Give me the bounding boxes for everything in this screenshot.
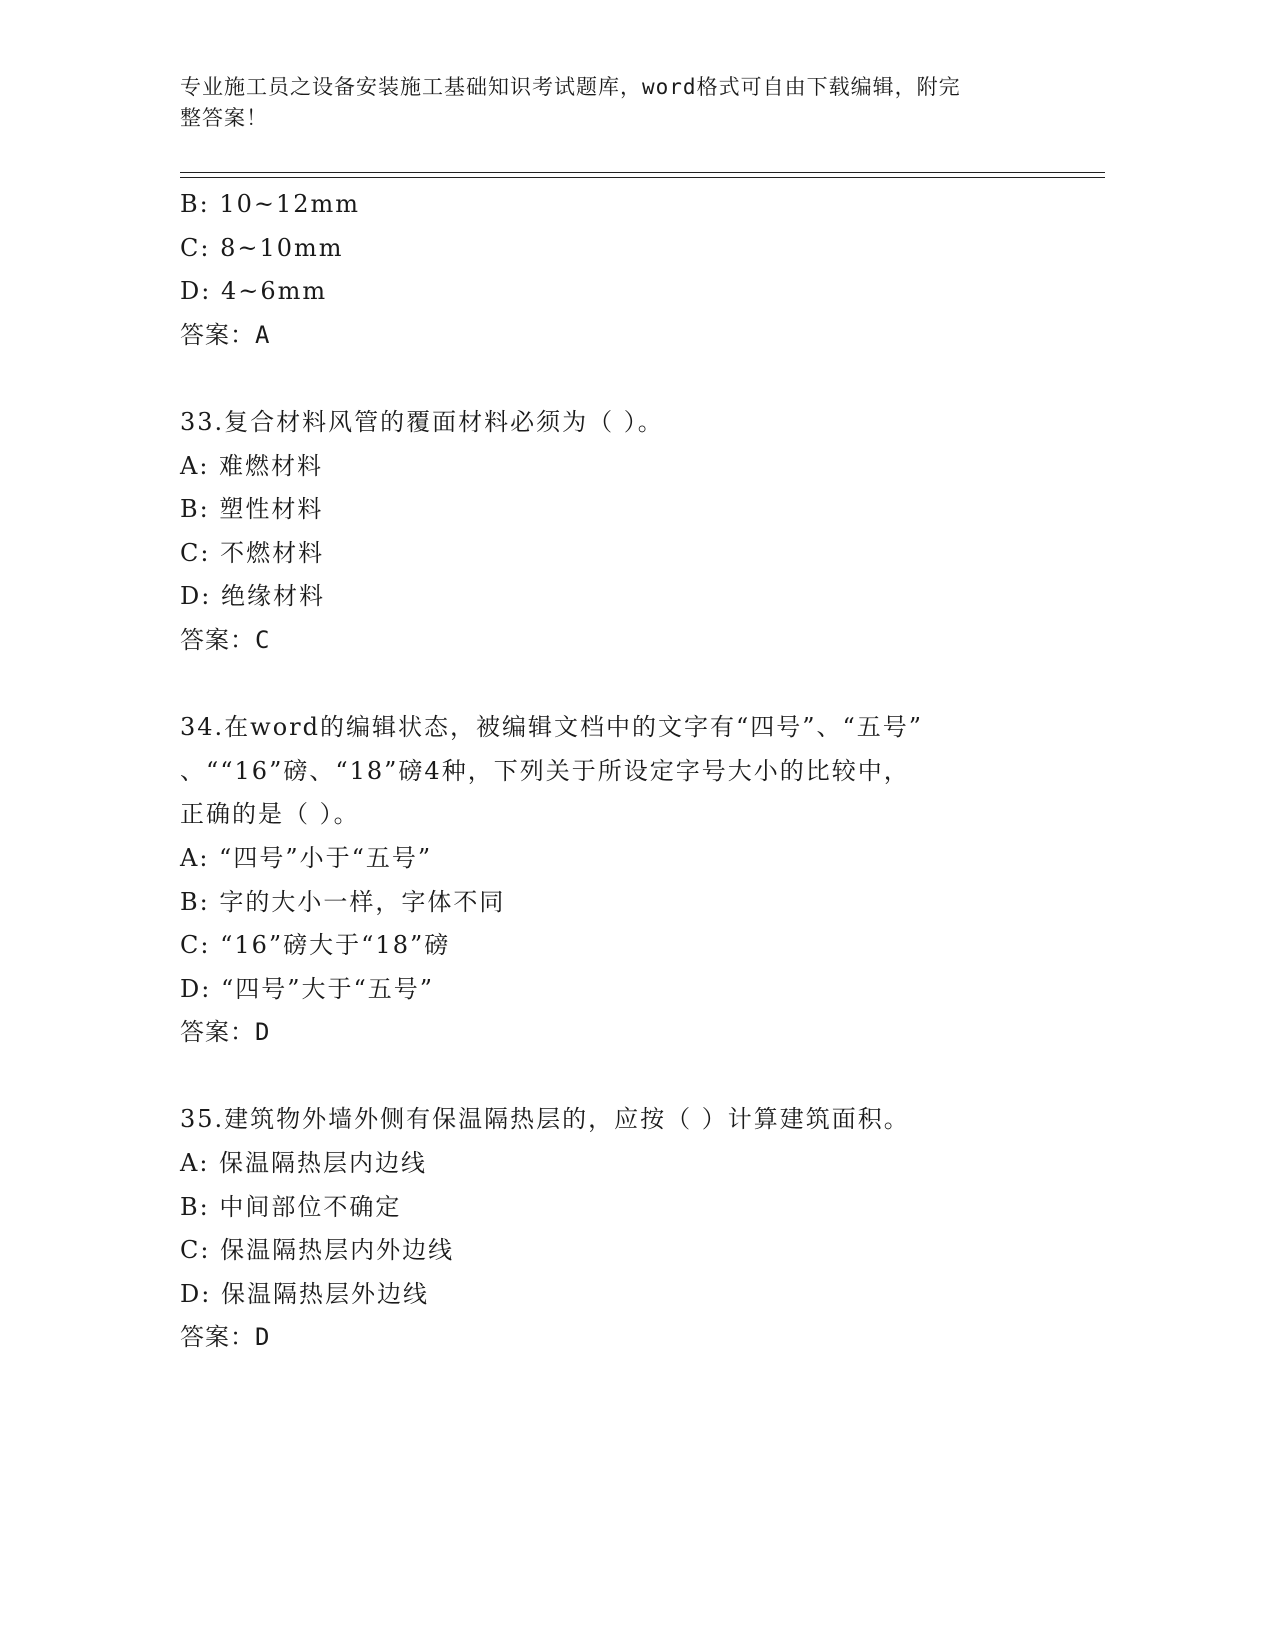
- question-stem: 35.建筑物外墙外侧有保温隔热层的，应按（ ）计算建筑面积。: [180, 1105, 910, 1134]
- option-c: C: 不燃材料: [180, 538, 325, 567]
- answer: 答案：C: [180, 625, 271, 654]
- header-divider-top: [180, 172, 1105, 173]
- option-a: A: “四号”小于“五号”: [180, 843, 433, 872]
- option-d: D: 绝缘材料: [180, 582, 325, 611]
- question-stem-line-2: 、““16”磅、“18”磅4种，下列关于所设定字号大小的比较中，: [180, 756, 910, 785]
- answer: 答案：D: [180, 1323, 271, 1352]
- question-stem-line-3: 正确的是（ ）。: [180, 800, 360, 829]
- option-c: C: “16”磅大于“18”磅: [180, 931, 451, 960]
- option-b: B: 中间部位不确定: [180, 1192, 402, 1221]
- option-d: D: 保温隔热层外边线: [180, 1279, 429, 1308]
- question-stem: 33.复合材料风管的覆面材料必须为（ ）。: [180, 407, 664, 436]
- option-c: C: 8~10mm: [180, 233, 344, 262]
- header-line-1: 专业施工员之设备安装施工基础知识考试题库，word格式可自由下载编辑，附完: [180, 75, 961, 99]
- question-33: [180, 401, 1060, 663]
- option-b: B: 塑性材料: [180, 495, 324, 524]
- question-35: [180, 1098, 1060, 1360]
- option-b: B: 10~12mm: [180, 190, 361, 218]
- option-b: B: 字的大小一样，字体不同: [180, 887, 506, 916]
- question-stem-line-1: 34.在word的编辑状态，被编辑文档中的文字有“四号”、“五号”: [180, 713, 924, 742]
- question-32-fragment: [180, 183, 1060, 357]
- spacer: [180, 663, 1060, 707]
- question-list: [180, 183, 1060, 1360]
- document-header: [180, 72, 1040, 134]
- option-d: D: “四号”大于“五号”: [180, 974, 435, 1003]
- spacer: [180, 1055, 1060, 1099]
- option-a: A: 保温隔热层内边线: [180, 1149, 428, 1178]
- question-34: [180, 706, 1060, 1055]
- spacer: [180, 357, 1060, 401]
- header-divider-bottom: [180, 177, 1105, 178]
- answer: 答案：D: [180, 1018, 271, 1047]
- option-d: D: 4~6mm: [180, 277, 328, 306]
- option-c: C: 保温隔热层内外边线: [180, 1236, 455, 1265]
- header-line-2: 整答案！: [180, 106, 268, 130]
- answer: 答案：A: [180, 320, 271, 349]
- option-a: A: 难燃材料: [180, 451, 324, 480]
